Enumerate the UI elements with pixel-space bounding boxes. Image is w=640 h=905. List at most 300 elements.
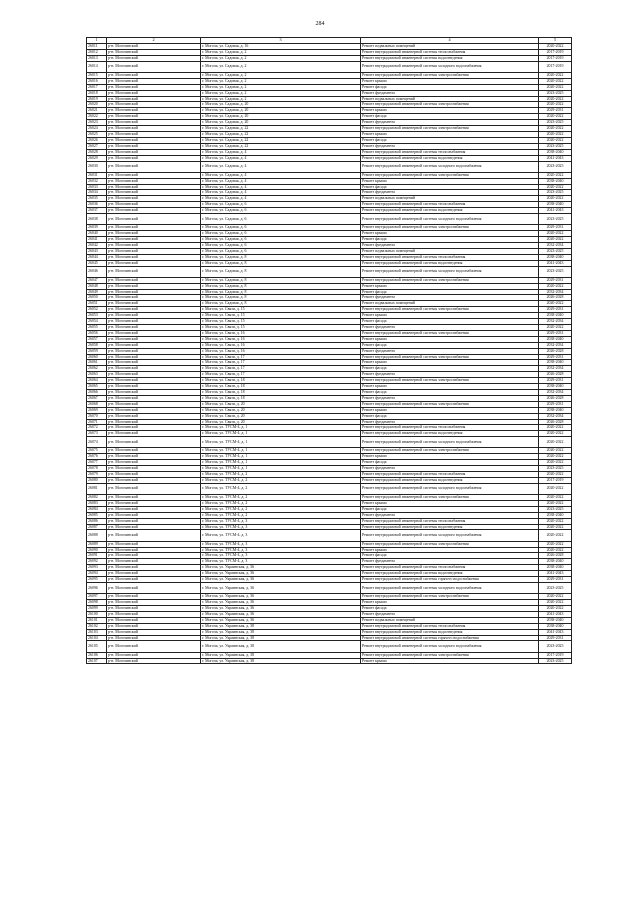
- address-cell: г. Могоча, ул. ТУСМ-4, д. 2: [201, 477, 361, 483]
- work-type-cell: Ремонт фасада: [361, 389, 539, 395]
- work-type-cell: Ремонт внутридомовой инженерной системы теплоснабжения: [361, 149, 539, 155]
- table-row: [87, 530, 572, 541]
- period-cell: 2020-2022: [539, 84, 572, 90]
- work-type-cell: Ремонт фундамента: [361, 395, 539, 401]
- work-type-cell: Ремонт внутридомовой инженерной системы электроснабжения: [361, 495, 539, 501]
- district-cell: р-н. Могочинский: [107, 155, 201, 161]
- address-cell: г. Могоча, ул. Украинская, д. 36: [201, 611, 361, 617]
- district-cell: р-н. Могочинский: [107, 102, 201, 108]
- row-number: 26030: [87, 161, 107, 172]
- row-number: 26097: [87, 594, 107, 600]
- district-cell: р-н. Могочинский: [107, 184, 201, 190]
- period-cell: 2026-2028: [539, 395, 572, 401]
- district-cell: р-н. Могочинский: [107, 565, 201, 571]
- work-type-cell: Ремонт фундамента: [361, 90, 539, 96]
- period-cell: 2023-2025: [539, 161, 572, 172]
- address-cell: г. Могоча, ул. Связи, д. 18: [201, 395, 361, 401]
- period-cell: 2032-2034: [539, 389, 572, 395]
- header-cell: 3: [201, 38, 361, 44]
- work-type-cell: Ремонт внутридомовой инженерной системы теплоснабжения: [361, 623, 539, 629]
- row-number: 26033: [87, 184, 107, 190]
- address-cell: г. Могоча, ул. ТУСМ-4, д. 1: [201, 431, 361, 437]
- district-cell: р-н. Могочинский: [107, 460, 201, 466]
- work-type-cell: Ремонт фундамента: [361, 120, 539, 126]
- address-cell: г. Могоча, ул. Садовая, д. 22: [201, 131, 361, 137]
- work-type-cell: Ремонт внутридомовой инженерной системы теплоснабжения: [361, 565, 539, 571]
- period-cell: 2029-2031: [539, 401, 572, 407]
- work-type-cell: Ремонт внутридомовой инженерной системы водоотведения: [361, 431, 539, 437]
- row-number: 26061: [87, 360, 107, 366]
- work-type-cell: Ремонт внутридомовой инженерной системы теплоснабжения: [361, 49, 539, 55]
- row-number: 26021: [87, 108, 107, 114]
- address-cell: г. Могоча, ул. Садовая, д. 4: [201, 172, 361, 178]
- page-number: 284: [315, 21, 325, 27]
- work-type-cell: Ремонт крыши: [361, 336, 539, 342]
- row-number: 26051: [87, 301, 107, 307]
- work-type-cell: Ремонт внутридомовой инженерной системы холодного водоснабжения: [361, 214, 539, 225]
- row-number: 26058: [87, 342, 107, 348]
- address-cell: г. Могоча, ул. Садовая, д. 6: [201, 242, 361, 248]
- address-cell: г. Могоча, ул. Садовая, д. 4: [201, 184, 361, 190]
- period-cell: 2038-2040: [539, 565, 572, 571]
- address-cell: г. Могоча, ул. Украинская, д. 36: [201, 594, 361, 600]
- work-type-cell: Ремонт подвальных помещений: [361, 44, 539, 50]
- address-cell: г. Могоча, ул. Садовая, д. 8: [201, 283, 361, 289]
- period-cell: 2017-2019: [539, 61, 572, 72]
- district-cell: р-н. Могочинский: [107, 466, 201, 472]
- row-number: 26065: [87, 384, 107, 390]
- address-cell: г. Могоча, ул. ТУСМ-4, д. 2: [201, 512, 361, 518]
- address-cell: г. Могоча, ул. Связи, д. 16: [201, 336, 361, 342]
- work-type-cell: Ремонт крыши: [361, 231, 539, 237]
- table-row: [87, 61, 572, 72]
- work-type-cell: Ремонт внутридомовой инженерной системы электроснабжения: [361, 541, 539, 547]
- work-type-cell: Ремонт крыши: [361, 178, 539, 184]
- address-cell: г. Могоча, ул. Связи, д. 15: [201, 307, 361, 313]
- period-cell: 2023-2025: [539, 143, 572, 149]
- period-cell: 2038-2040: [539, 360, 572, 366]
- row-number: 26053: [87, 313, 107, 319]
- work-type-cell: Ремонт внутридомовой инженерной системы электроснабжения: [361, 172, 539, 178]
- row-number: 26041: [87, 237, 107, 243]
- period-cell: 2026-2028: [539, 348, 572, 354]
- district-cell: р-н. Могочинский: [107, 319, 201, 325]
- district-cell: р-н. Могочинский: [107, 277, 201, 283]
- header-cell: 2: [107, 38, 201, 44]
- district-cell: р-н. Могочинский: [107, 506, 201, 512]
- row-number: 26024: [87, 126, 107, 132]
- work-type-cell: Ремонт фасада: [361, 460, 539, 466]
- row-number: 26028: [87, 149, 107, 155]
- period-cell: 2020-2022: [539, 78, 572, 84]
- address-cell: г. Могоча, ул. Украинская, д. 38: [201, 641, 361, 652]
- work-type-cell: Ремонт внутридомовой инженерной системы водоотведения: [361, 55, 539, 61]
- row-number: 26055: [87, 325, 107, 331]
- period-cell: 2020-2022: [539, 325, 572, 331]
- row-number: 26050: [87, 295, 107, 301]
- work-type-cell: Ремонт внутридомовой инженерной системы электроснабжения: [361, 378, 539, 384]
- address-cell: г. Могоча, ул. Садовая, д. 22: [201, 126, 361, 132]
- row-number: 26039: [87, 225, 107, 231]
- work-type-cell: Ремонт фундамента: [361, 419, 539, 425]
- period-cell: 2020-2022: [539, 172, 572, 178]
- work-type-cell: Ремонт внутридомовой инженерной системы водоотведения: [361, 571, 539, 577]
- work-type-cell: Ремонт фундамента: [361, 466, 539, 472]
- work-type-cell: Ремонт внутридомовой инженерной системы электроснабжения: [361, 102, 539, 108]
- district-cell: р-н. Могочинский: [107, 126, 201, 132]
- period-cell: 2032-2034: [539, 413, 572, 419]
- work-type-cell: Ремонт внутридомовой инженерной системы водоотведения: [361, 629, 539, 635]
- work-type-cell: Ремонт фундамента: [361, 325, 539, 331]
- district-cell: р-н. Могочинский: [107, 389, 201, 395]
- address-cell: г. Могоча, ул. Украинская, д. 36: [201, 571, 361, 577]
- row-number: 26088: [87, 530, 107, 541]
- address-cell: г. Могоча, ул. Садовая, д. 20: [201, 102, 361, 108]
- header-cell: 4: [361, 38, 539, 44]
- work-type-cell: Ремонт внутридомовой инженерной системы электроснабжения: [361, 594, 539, 600]
- row-number: 26096: [87, 583, 107, 594]
- work-type-cell: Ремонт фундамента: [361, 143, 539, 149]
- address-cell: г. Могоча, ул. Садовая, д. 4: [201, 196, 361, 202]
- address-cell: г. Могоча, ул. ТУСМ-4, д. 2: [201, 495, 361, 501]
- row-number: 26099: [87, 606, 107, 612]
- period-cell: 2041-2043: [539, 208, 572, 214]
- period-cell: 2023-2025: [539, 248, 572, 254]
- row-number: 26014: [87, 61, 107, 72]
- work-type-cell: Ремонт фундамента: [361, 348, 539, 354]
- period-cell: 2020-2022: [539, 541, 572, 547]
- period-cell: 2038-2040: [539, 313, 572, 319]
- table-row: [87, 641, 572, 652]
- address-cell: г. Могоча, ул. Украинская, д. 36: [201, 565, 361, 571]
- district-cell: р-н. Могочинский: [107, 342, 201, 348]
- work-type-cell: Ремонт внутридомовой инженерной системы электроснабжения: [361, 448, 539, 454]
- address-cell: г. Могоча, ул. Связи, д. 15: [201, 313, 361, 319]
- work-type-cell: Ремонт внутридомовой инженерной системы холодного водоснабжения: [361, 266, 539, 277]
- period-cell: 2029-2031: [539, 330, 572, 336]
- period-cell: 2020-2022: [539, 594, 572, 600]
- period-cell: 2020-2022: [539, 131, 572, 137]
- row-number: 26052: [87, 307, 107, 313]
- row-number: 26045: [87, 260, 107, 266]
- period-cell: 2038-2040: [539, 623, 572, 629]
- address-cell: г. Могоча, ул. Связи, д. 17: [201, 366, 361, 372]
- district-cell: р-н. Могочинский: [107, 547, 201, 553]
- district-cell: р-н. Могочинский: [107, 577, 201, 583]
- address-cell: г. Могоча, ул. Связи, д. 20: [201, 401, 361, 407]
- work-type-cell: Ремонт крыши: [361, 600, 539, 606]
- address-cell: г. Могоча, ул. Садовая, д. 2: [201, 96, 361, 102]
- address-cell: г. Могоча, ул. Садовая, д. 20: [201, 114, 361, 120]
- address-cell: г. Могоча, ул. Садовая, д. 4: [201, 178, 361, 184]
- district-cell: р-н. Могочинский: [107, 401, 201, 407]
- work-type-cell: Ремонт подвальных помещений: [361, 617, 539, 623]
- address-cell: г. Могоча, ул. Украинская, д. 36: [201, 577, 361, 583]
- district-cell: р-н. Могочинский: [107, 96, 201, 102]
- row-number: 26011: [87, 44, 107, 50]
- row-number: 26057: [87, 336, 107, 342]
- district-cell: р-н. Могочинский: [107, 495, 201, 501]
- district-cell: р-н. Могочинский: [107, 260, 201, 266]
- district-cell: р-н. Могочинский: [107, 472, 201, 478]
- work-type-cell: Ремонт фундамента: [361, 372, 539, 378]
- district-cell: р-н. Могочинский: [107, 600, 201, 606]
- address-cell: г. Могоча, ул. Связи, д. 16: [201, 330, 361, 336]
- district-cell: р-н. Могочинский: [107, 594, 201, 600]
- district-cell: р-н. Могочинский: [107, 518, 201, 524]
- period-cell: 2020-2022: [539, 184, 572, 190]
- period-cell: 2023-2025: [539, 214, 572, 225]
- district-cell: р-н. Могочинский: [107, 378, 201, 384]
- table-row: [87, 658, 572, 664]
- address-cell: г. Могоча, ул. Украинская, д. 38: [201, 623, 361, 629]
- work-type-cell: Ремонт внутридомовой инженерной системы горячего водоснабжения: [361, 577, 539, 583]
- district-cell: р-н. Могочинский: [107, 366, 201, 372]
- district-cell: р-н. Могочинский: [107, 372, 201, 378]
- address-cell: г. Могоча, ул. ТУСМ-4, д. 3: [201, 547, 361, 553]
- address-cell: г. Могоча, ул. Садовая, д. 6: [201, 248, 361, 254]
- address-cell: г. Могоча, ул. Связи, д. 15: [201, 319, 361, 325]
- row-number: 26013: [87, 55, 107, 61]
- period-cell: 2020-2022: [539, 454, 572, 460]
- row-number: 26072: [87, 425, 107, 431]
- capital-repair-table: [86, 37, 572, 664]
- period-cell: 2032-2034: [539, 366, 572, 372]
- address-cell: г. Могоча, ул. Садовая, д. 2: [201, 72, 361, 78]
- address-cell: г. Могоча, ул. ТУСМ-4, д. 1: [201, 425, 361, 431]
- address-cell: г. Могоча, ул. Садовая, д. 20: [201, 108, 361, 114]
- address-cell: г. Могоча, ул. Садовая, д. 6: [201, 202, 361, 208]
- work-type-cell: Ремонт фундамента: [361, 611, 539, 617]
- period-cell: 2029-2031: [539, 307, 572, 313]
- period-cell: 2029-2031: [539, 577, 572, 583]
- district-cell: р-н. Могочинский: [107, 395, 201, 401]
- work-type-cell: Ремонт крыши: [361, 384, 539, 390]
- period-cell: 2032-2034: [539, 289, 572, 295]
- period-cell: 2017-2019: [539, 49, 572, 55]
- row-number: 26085: [87, 512, 107, 518]
- district-cell: р-н. Могочинский: [107, 611, 201, 617]
- row-number: 26062: [87, 366, 107, 372]
- row-number: 26049: [87, 289, 107, 295]
- district-cell: р-н. Могочинский: [107, 149, 201, 155]
- work-type-cell: Ремонт фасада: [361, 184, 539, 190]
- row-number: 26082: [87, 495, 107, 501]
- district-cell: р-н. Могочинский: [107, 49, 201, 55]
- row-number: 26071: [87, 419, 107, 425]
- work-type-cell: Ремонт внутридомовой инженерной системы холодного водоснабжения: [361, 530, 539, 541]
- row-number: 26090: [87, 547, 107, 553]
- address-cell: г. Могоча, ул. Садовая, д. 2: [201, 49, 361, 55]
- work-type-cell: Ремонт внутридомовой инженерной системы водоотведения: [361, 155, 539, 161]
- district-cell: р-н. Могочинский: [107, 407, 201, 413]
- row-number: 26020: [87, 102, 107, 108]
- work-type-cell: Ремонт фундамента: [361, 295, 539, 301]
- row-number: 26101: [87, 617, 107, 623]
- row-number: 26048: [87, 283, 107, 289]
- work-type-cell: Ремонт внутридомовой инженерной системы холодного водоснабжения: [361, 161, 539, 172]
- row-number: 26040: [87, 231, 107, 237]
- address-cell: г. Могоча, ул. Садовая, д. 6: [201, 214, 361, 225]
- district-cell: р-н. Могочинский: [107, 84, 201, 90]
- district-cell: р-н. Могочинский: [107, 559, 201, 565]
- row-number: 26047: [87, 277, 107, 283]
- address-cell: г. Могоча, ул. Украинская, д. 38: [201, 629, 361, 635]
- address-cell: г. Могоча, ул. ТУСМ-4, д. 2: [201, 500, 361, 506]
- district-cell: р-н. Могочинский: [107, 231, 201, 237]
- row-number: 26026: [87, 137, 107, 143]
- district-cell: р-н. Могочинский: [107, 360, 201, 366]
- work-type-cell: Ремонт крыши: [361, 500, 539, 506]
- period-cell: 2023-2025: [539, 641, 572, 652]
- district-cell: р-н. Могочинский: [107, 137, 201, 143]
- period-cell: 2029-2031: [539, 635, 572, 641]
- work-type-cell: Ремонт внутридомовой инженерной системы холодного водоснабжения: [361, 61, 539, 72]
- district-cell: р-н. Могочинский: [107, 90, 201, 96]
- row-number: 26100: [87, 611, 107, 617]
- period-cell: 2023-2025: [539, 120, 572, 126]
- work-type-cell: Ремонт фундамента: [361, 512, 539, 518]
- district-cell: р-н. Могочинский: [107, 254, 201, 260]
- period-cell: 2023-2025: [539, 466, 572, 472]
- address-cell: г. Могоча, ул. Украинская, д. 38: [201, 635, 361, 641]
- work-type-cell: Ремонт фасада: [361, 289, 539, 295]
- work-type-cell: Ремонт фасада: [361, 506, 539, 512]
- district-cell: р-н. Могочинский: [107, 641, 201, 652]
- period-cell: 2038-2040: [539, 254, 572, 260]
- row-number: 26023: [87, 120, 107, 126]
- district-cell: р-н. Могочинский: [107, 214, 201, 225]
- row-number: 26077: [87, 460, 107, 466]
- period-cell: 2038-2040: [539, 149, 572, 155]
- address-cell: г. Могоча, ул. Связи, д. 16: [201, 342, 361, 348]
- row-number: 26044: [87, 254, 107, 260]
- row-number: 26066: [87, 389, 107, 395]
- period-cell: 2041-2043: [539, 629, 572, 635]
- district-cell: р-н. Могочинский: [107, 512, 201, 518]
- district-cell: р-н. Могочинский: [107, 295, 201, 301]
- address-cell: г. Могоча, ул. Садовая, д. 4: [201, 149, 361, 155]
- work-type-cell: Ремонт подвальных помещений: [361, 248, 539, 254]
- row-number: 26037: [87, 208, 107, 214]
- period-cell: 2020-2022: [539, 547, 572, 553]
- period-cell: 2023-2025: [539, 90, 572, 96]
- work-type-cell: Ремонт внутридомовой инженерной системы холодного водоснабжения: [361, 437, 539, 448]
- district-cell: р-н. Могочинский: [107, 248, 201, 254]
- district-cell: р-н. Могочинский: [107, 178, 201, 184]
- work-type-cell: Ремонт фасада: [361, 413, 539, 419]
- district-cell: р-н. Могочинский: [107, 617, 201, 623]
- row-number: 26075: [87, 448, 107, 454]
- period-cell: 2023-2025: [539, 583, 572, 594]
- row-number: 26068: [87, 401, 107, 407]
- work-type-cell: Ремонт внутридомовой инженерной системы водоотведения: [361, 477, 539, 483]
- district-cell: р-н. Могочинский: [107, 143, 201, 149]
- work-type-cell: Ремонт фундамента: [361, 559, 539, 565]
- district-cell: р-н. Могочинский: [107, 108, 201, 114]
- row-number: 26018: [87, 90, 107, 96]
- district-cell: р-н. Могочинский: [107, 431, 201, 437]
- row-number: 26022: [87, 114, 107, 120]
- period-cell: 2032-2034: [539, 319, 572, 325]
- work-type-cell: Ремонт фасада: [361, 137, 539, 143]
- row-number: 26027: [87, 143, 107, 149]
- period-cell: 2029-2031: [539, 108, 572, 114]
- table-row: [87, 483, 572, 494]
- period-cell: 2020-2022: [539, 283, 572, 289]
- district-cell: р-н. Могочинский: [107, 354, 201, 360]
- address-cell: г. Могоча, ул. ТУСМ-4, д. 3: [201, 524, 361, 530]
- period-cell: 2020-2022: [539, 524, 572, 530]
- address-cell: г. Могоча, ул. Связи, д. 16: [201, 348, 361, 354]
- work-type-cell: Ремонт внутридомовой инженерной системы электроснабжения: [361, 307, 539, 313]
- row-number: 26046: [87, 266, 107, 277]
- row-number: 26078: [87, 466, 107, 472]
- work-type-cell: Ремонт крыши: [361, 78, 539, 84]
- work-type-cell: Ремонт внутридомовой инженерной системы водоотведения: [361, 208, 539, 214]
- work-type-cell: Ремонт внутридомовой инженерной системы водоотведения: [361, 260, 539, 266]
- row-number: 26080: [87, 477, 107, 483]
- work-type-cell: Ремонт внутридомовой инженерной системы электроснабжения: [361, 401, 539, 407]
- address-cell: г. Могоча, ул. Садовая, д. 22: [201, 137, 361, 143]
- work-type-cell: Ремонт фасада: [361, 319, 539, 325]
- work-type-cell: Ремонт крыши: [361, 313, 539, 319]
- period-cell: 2020-2022: [539, 483, 572, 494]
- address-cell: г. Могоча, ул. Украинская, д. 38: [201, 658, 361, 664]
- district-cell: р-н. Могочинский: [107, 78, 201, 84]
- row-number: 26056: [87, 330, 107, 336]
- district-cell: р-н. Могочинский: [107, 530, 201, 541]
- work-type-cell: Ремонт фасада: [361, 342, 539, 348]
- period-cell: 2026-2028: [539, 419, 572, 425]
- work-type-cell: Ремонт внутридомовой инженерной системы электроснабжения: [361, 354, 539, 360]
- district-cell: р-н. Могочинский: [107, 413, 201, 419]
- row-number: 26063: [87, 372, 107, 378]
- row-number: 26087: [87, 524, 107, 530]
- period-cell: 2026-2028: [539, 553, 572, 559]
- row-number: 26069: [87, 407, 107, 413]
- period-cell: 2020-2022: [539, 44, 572, 50]
- address-cell: г. Могоча, ул. Садовая, д. 8: [201, 254, 361, 260]
- period-cell: 2038-2040: [539, 559, 572, 565]
- period-cell: 2023-2025: [539, 658, 572, 664]
- work-type-cell: Ремонт фасада: [361, 366, 539, 372]
- address-cell: г. Могоча, ул. Садовая, д. 8: [201, 277, 361, 283]
- district-cell: р-н. Могочинский: [107, 384, 201, 390]
- period-cell: 2038-2040: [539, 407, 572, 413]
- period-cell: 2029-2031: [539, 378, 572, 384]
- address-cell: г. Могоча, ул. Садовая, д. 2: [201, 55, 361, 61]
- district-cell: р-н. Могочинский: [107, 483, 201, 494]
- work-type-cell: Ремонт фасада: [361, 606, 539, 612]
- row-number: 26070: [87, 413, 107, 419]
- address-cell: г. Могоча, ул. Садовая, д. 22: [201, 143, 361, 149]
- address-cell: г. Могоча, ул. Садовая, д. 4: [201, 161, 361, 172]
- row-number: 26016: [87, 78, 107, 84]
- row-number: 26084: [87, 506, 107, 512]
- period-cell: 2020-2022: [539, 437, 572, 448]
- row-number: 26054: [87, 319, 107, 325]
- row-number: 26019: [87, 96, 107, 102]
- district-cell: р-н. Могочинский: [107, 454, 201, 460]
- district-cell: р-н. Могочинский: [107, 629, 201, 635]
- address-cell: г. Могоча, ул. Украинская, д. 36: [201, 606, 361, 612]
- work-type-cell: Ремонт подвальных помещений: [361, 196, 539, 202]
- table-body: [87, 38, 572, 664]
- address-cell: г. Могоча, ул. ТУСМ-4, д. 3: [201, 559, 361, 565]
- district-cell: р-н. Могочинский: [107, 289, 201, 295]
- work-type-cell: Ремонт подвальных помещений: [361, 96, 539, 102]
